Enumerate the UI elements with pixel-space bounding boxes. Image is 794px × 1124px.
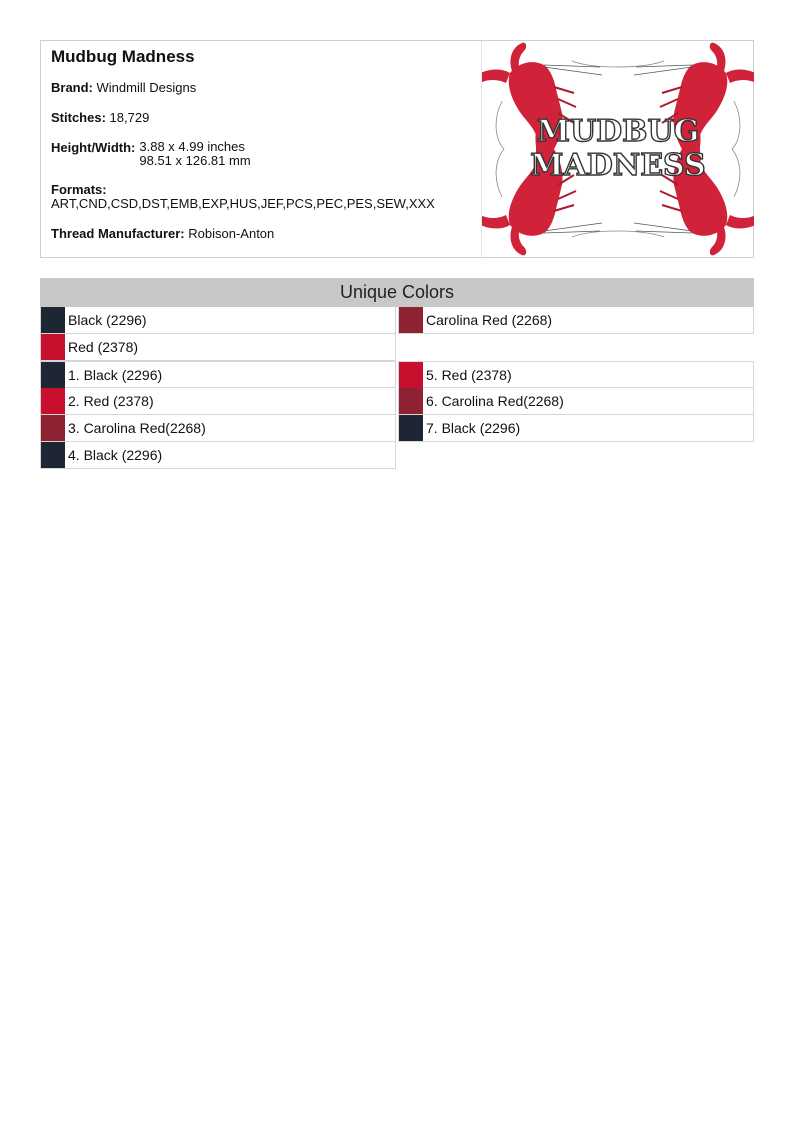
sequence-color-row (398, 361, 754, 388)
color-label: 5. Red (2378) (426, 367, 512, 383)
color-swatch (41, 415, 65, 441)
thread-value: Robison-Anton (188, 226, 275, 241)
design-preview-image (481, 41, 753, 257)
size-mm: 98.51 x 126.81 mm (139, 153, 251, 168)
sequence-color-row (40, 415, 396, 442)
unique-color-row (398, 307, 754, 334)
sequence-color-row (40, 442, 396, 469)
color-label: 4. Black (2296) (68, 447, 163, 463)
unique-color-row (40, 334, 396, 361)
brand-row (51, 80, 481, 95)
logo-line-1: MUDBUG (536, 114, 700, 149)
color-swatch (41, 442, 65, 468)
color-swatch (399, 362, 423, 388)
design-title: Mudbug Madness (51, 47, 195, 66)
color-label: 3. Carolina Red(2268) (68, 420, 206, 436)
stitches-label: Stitches: (51, 110, 106, 125)
color-swatch (399, 307, 423, 333)
color-swatch (41, 388, 65, 414)
color-label: 2. Red (2378) (68, 393, 154, 409)
color-label: 6. Carolina Red(2268) (426, 393, 564, 409)
sequence-color-row (40, 388, 396, 415)
thread-row (51, 226, 481, 241)
brand-value: Windmill Designs (96, 80, 197, 95)
mudbug-madness-artwork (482, 41, 754, 257)
color-label: Red (2378) (68, 339, 139, 355)
unique-color-row (40, 307, 396, 334)
color-swatch (41, 362, 65, 388)
sequence-color-row (398, 388, 754, 415)
color-swatch (41, 334, 65, 360)
stitches-row (51, 110, 481, 125)
brand-label: Brand: (51, 80, 93, 95)
color-swatch (399, 388, 423, 414)
thread-label: Thread Manufacturer: (51, 226, 185, 241)
formats-label: Formats: (51, 182, 107, 197)
logo-line-2: MADNESS (530, 148, 706, 183)
color-label: 7. Black (2296) (426, 420, 521, 436)
color-label: Black (2296) (68, 312, 147, 328)
sequence-color-row (398, 415, 754, 442)
design-details (51, 47, 481, 256)
color-swatch (41, 307, 65, 333)
size-inches: 3.88 x 4.99 inches (139, 139, 245, 154)
design-info-box (40, 40, 754, 258)
color-swatch (399, 415, 423, 441)
height-width-row (51, 140, 481, 168)
color-label: 1. Black (2296) (68, 367, 163, 383)
unique-colors-header: Unique Colors (40, 278, 754, 307)
formats-value: ART,CND,CSD,DST,EMB,EXP,HUS,JEF,PCS,PEC,PES,SEW,XXX (51, 196, 435, 211)
sequence-color-row (40, 361, 396, 388)
height-width-label: Height/Width: (51, 140, 136, 155)
color-label: Carolina Red (2268) (426, 312, 553, 328)
stitches-value: 18,729 (109, 110, 150, 125)
